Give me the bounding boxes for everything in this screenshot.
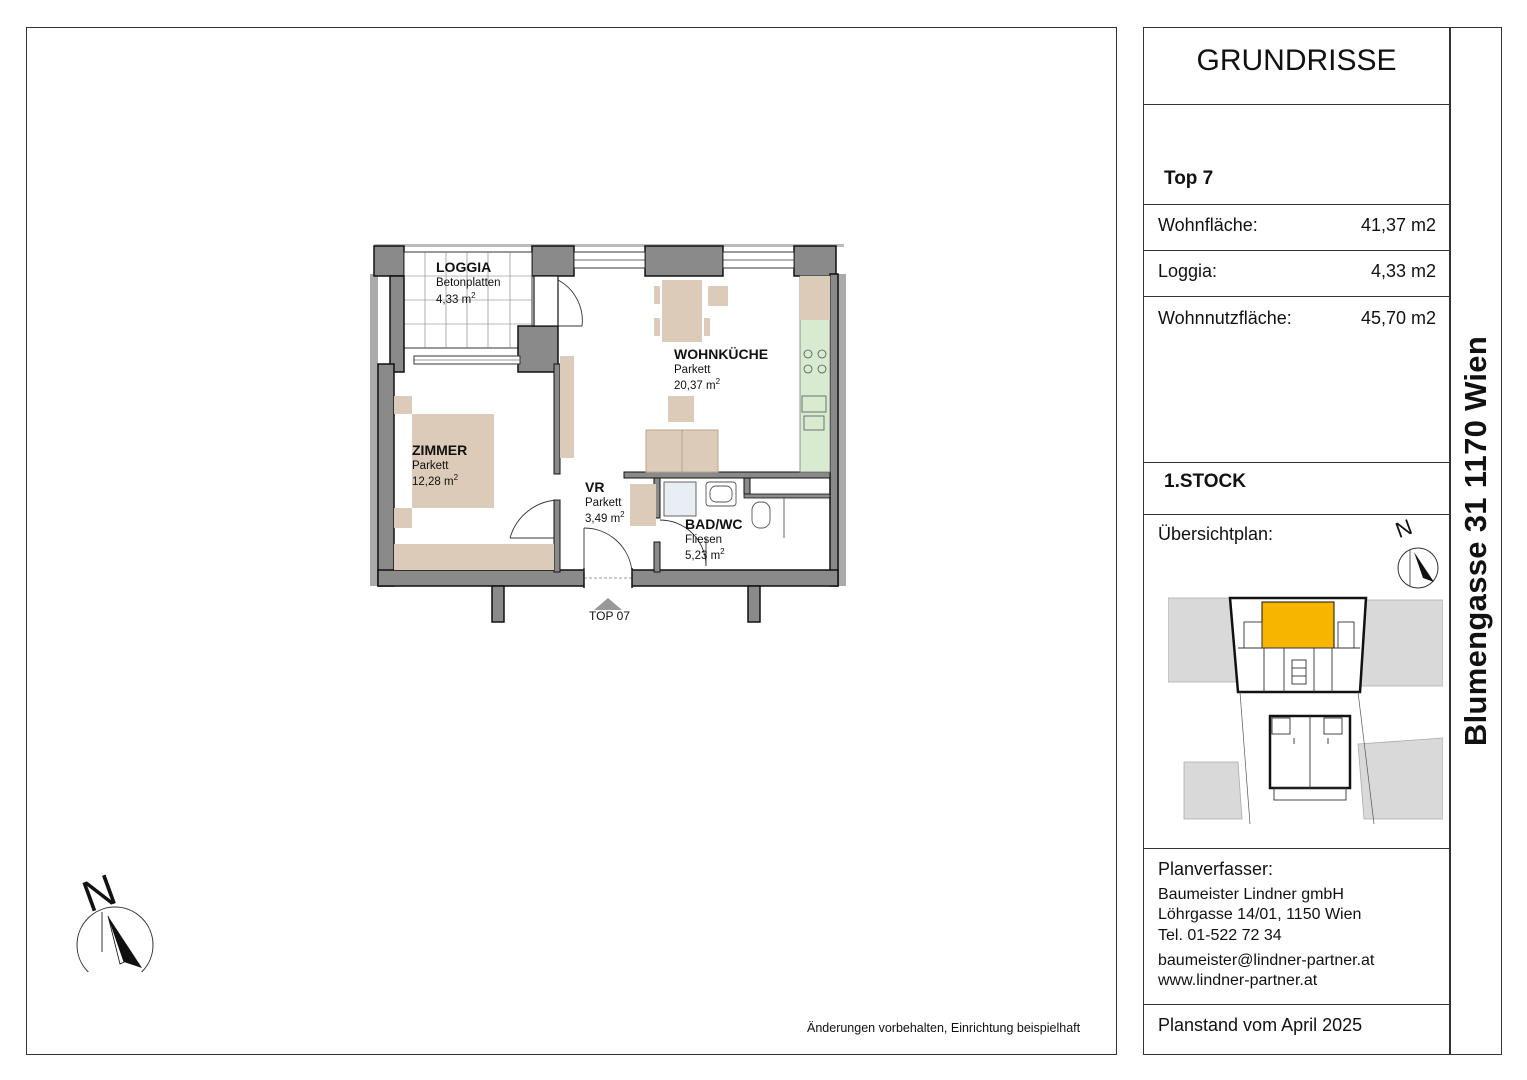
address-strip — [1450, 27, 1502, 1055]
unit-name: Top 7 — [1164, 168, 1214, 189]
area-value-1: 4,33 m2 — [1370, 261, 1436, 281]
area-value-2: 45,70 m2 — [1360, 308, 1436, 328]
overview-label: Übersichtplan: — [1158, 524, 1274, 544]
contact-email[interactable]: baumeister@lindner-partner.at — [1158, 952, 1375, 969]
badwc-name: BAD/WC — [685, 516, 743, 532]
vr-area: 3,49 $m^2$ — [585, 510, 625, 525]
badwc-material: Fliesen — [685, 534, 723, 546]
overview-site-plan — [1168, 594, 1443, 839]
author-line-2: Tel. 01-522 72 34 — [1158, 927, 1282, 944]
compass-small-icon — [1390, 514, 1442, 594]
compass-big-icon — [62, 872, 162, 972]
author-heading: Planverfasser: — [1158, 859, 1274, 879]
north-label-big: N — [76, 865, 123, 923]
author-line-0: Baumeister Lindner gmbH — [1158, 886, 1344, 903]
panel-title: GRUNDRISSE — [1196, 44, 1397, 77]
loggia-area: 4,33 $m^2$ — [436, 291, 476, 306]
contact-website[interactable]: www.lindner-partner.at — [1158, 972, 1318, 989]
vr-material: Parkett — [585, 497, 622, 509]
wohnkueche-name: WOHNKÜCHE — [674, 346, 769, 362]
area-label-2: Wohnnutzfläche: — [1158, 308, 1292, 328]
loggia-name: LOGGIA — [436, 259, 492, 275]
author-line-1: Löhrgasse 14/01, 1150 Wien — [1158, 906, 1362, 923]
plan-date: Planstand vom April 2025 — [1158, 1015, 1363, 1035]
vr-name: VR — [585, 479, 605, 495]
address: Blumengasse 31 1170 Wien — [1458, 335, 1493, 747]
zimmer-material: Parkett — [412, 460, 449, 472]
badwc-area: 5,23 $m^2$ — [685, 547, 725, 562]
wohnkueche-material: Parkett — [674, 364, 711, 376]
area-value-0: 41,37 m2 — [1360, 215, 1436, 235]
wohnkueche-area: 20,37 $m^2$ — [674, 377, 721, 392]
area-label-0: Wohnfläche: — [1158, 215, 1258, 235]
north-label-small: N — [1392, 514, 1416, 543]
entrance-label: TOP 07 — [589, 609, 630, 623]
zimmer-name: ZIMMER — [412, 442, 468, 458]
floor-label: 1.STOCK — [1164, 471, 1247, 492]
zimmer-area: 12,28 $m^2$ — [412, 473, 459, 488]
area-label-1: Loggia: — [1158, 261, 1218, 281]
loggia-material: Betonplatten — [436, 277, 501, 289]
disclaimer: Änderungen vorbehalten, Einrichtung beispielhaft — [807, 1021, 1081, 1035]
